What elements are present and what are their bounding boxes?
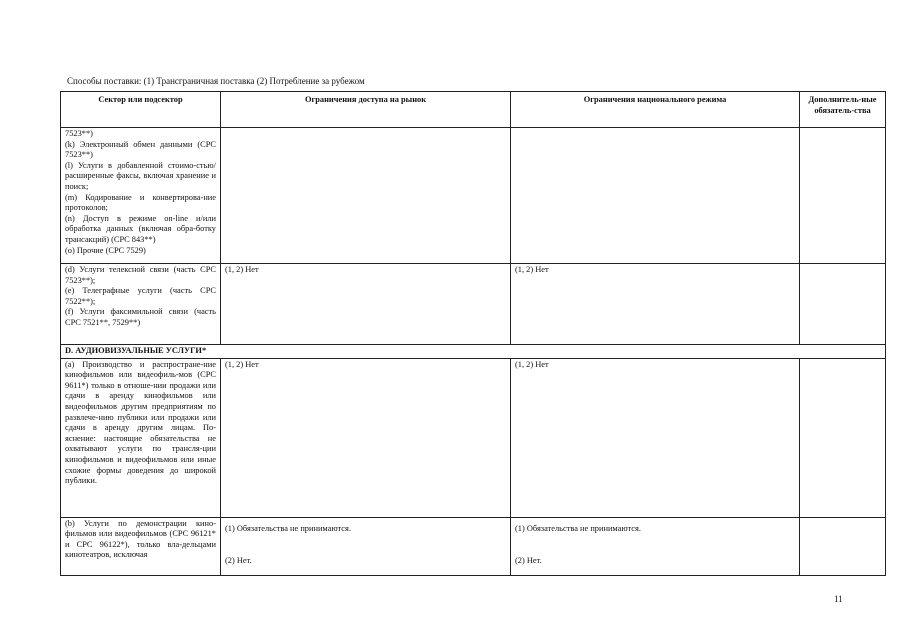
additional-cell — [800, 517, 886, 575]
sector-cell — [61, 264, 221, 345]
national-treatment-mode2: (2) Нет. — [515, 556, 542, 566]
market-access-mode2: (2) Нет. — [225, 556, 252, 566]
market-access-cell — [221, 128, 511, 264]
table-row — [61, 264, 886, 345]
sector-cell: (b) Услуги по демонстрации кино-фильмов или видеофильмов (CPC 96121* и CPC 96122*), только вла-дельцами кинотеатров, исключая — [61, 517, 221, 575]
sector-text: (d) Услуги телексной связи (часть CPC 7523**); (e) Телеграфные услуги (часть CPC 7522**); (f) Услуги факсимильной связи (часть CPC 7521**, 7529**) — [65, 265, 216, 327]
market-access-mode1: (1) Обязательства не принимаются. — [225, 523, 351, 533]
national-treatment-cell: (1, 2) Нет — [511, 264, 800, 345]
market-access-cell: (1, 2) Нет — [221, 358, 511, 517]
header-market-access: Ограничения доступа на рынок — [221, 92, 511, 128]
table-row — [61, 358, 886, 517]
commitments-table — [60, 91, 886, 576]
additional-cell — [800, 264, 886, 345]
market-access-cell: (1, 2) Нет — [221, 264, 511, 345]
header-national-treatment: Ограничения национального режима — [511, 92, 800, 128]
modes-of-supply-caption: Способы поставки: (1) Трансграничная поставка (2) Потребление за рубежом — [67, 76, 365, 86]
sector-cell — [61, 128, 221, 264]
additional-cell — [800, 358, 886, 517]
header-sector: Сектор или подсектор — [61, 92, 221, 128]
header-additional: Дополнитель-ные обязатель-ства — [800, 92, 886, 128]
national-treatment-cell — [511, 517, 800, 575]
header-row — [61, 92, 886, 128]
section-row — [61, 345, 886, 359]
national-treatment-cell: (1, 2) Нет — [511, 358, 800, 517]
sector-text: 7523**) (k) Электронный обмен данными (CPC 7523**) (l) Услуги в добавленной стоимо-стью/расширенные факсы, включая хранение и поиск; (m) Кодирование и конвертирова-ние протоколов; (n) Доступ в режиме on-line и/или обработка данных (включая обра-ботку трансакций) (CPC 843**) (o) Прочие (CPC 7529) — [65, 129, 216, 255]
table-row — [61, 128, 886, 264]
market-access-cell — [221, 517, 511, 575]
page-number: 11 — [834, 594, 843, 604]
sector-cell: (a) Производство и распростране-ние кинофильмов или видеофиль-мов (CPC 9611*) только в отноше-нии продажи или сдачи в аренду кинофильмов или видеофильмов другим предприятиям по развлече-нию публики или продажи или сдачи в аренду другим лицам. По-яснение: настоящие обязательства не охватывают услуги по трансля-ции кинофильмов и видеофильмов или иные схожие формы доведения до широкой публики. — [61, 358, 221, 517]
section-heading: D. АУДИОВИЗУАЛЬНЫЕ УСЛУГИ* — [61, 345, 886, 359]
national-treatment-mode1: (1) Обязательства не принимаются. — [515, 523, 641, 533]
table-row — [61, 517, 886, 575]
national-treatment-cell — [511, 128, 800, 264]
additional-cell — [800, 128, 886, 264]
